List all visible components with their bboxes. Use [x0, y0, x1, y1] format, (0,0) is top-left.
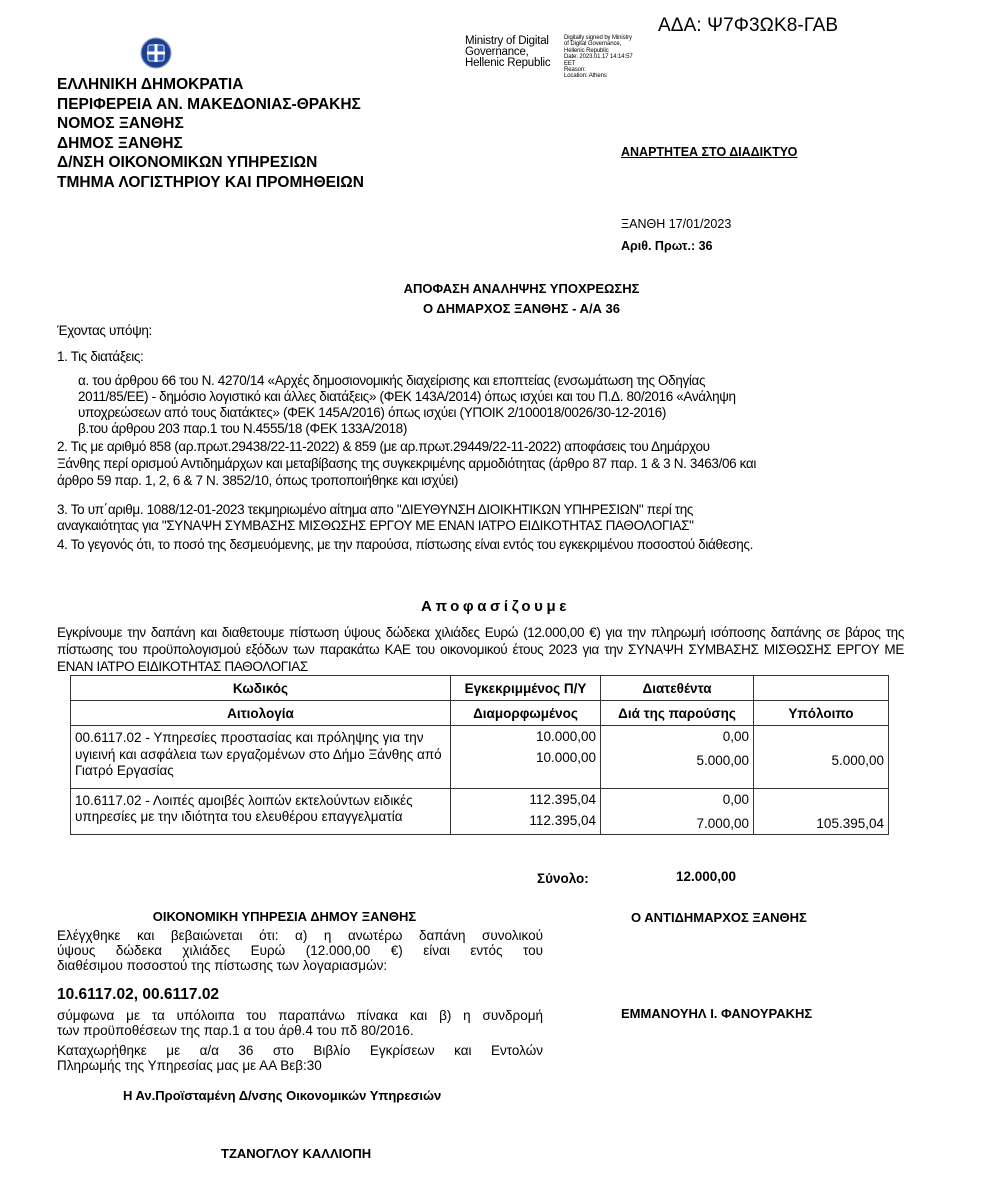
- account-code: 10.6117.02: [75, 792, 142, 808]
- signer-line: Governance,: [465, 46, 529, 58]
- preamble-item: 4. Το γεγονός ότι, το ποσό της δεσμευόμενης, με την παρούσα, πίστωσης είναι εντός του εγκεκριμένου ποσοστού διάθεσης.: [57, 537, 753, 552]
- current-value: 7.000,00: [696, 815, 749, 831]
- account-codes: 10.6117.02, 00.6117.02: [57, 986, 220, 1003]
- allocated-value: 0,00: [722, 791, 749, 807]
- org-line: ΔΗΜΟΣ ΞΑΝΘΗΣ: [57, 134, 183, 152]
- greek-coat-of-arms-icon: [140, 37, 172, 69]
- row-remaining: [754, 788, 889, 834]
- signer-line: Hellenic Republic: [465, 57, 551, 69]
- account-description: - Λοιπές αμοιβές λοιπών εκτελούντων ειδικές υπηρεσίες με την ιδιότητα του ελευθέρου επαγγελματία: [75, 792, 413, 824]
- table-row: [71, 788, 889, 834]
- row-remaining: [754, 726, 889, 789]
- certification-line: Ελέγχθηκε και βεβαιώνεται ότι: α) η ανωτέρω δαπάνη συνολικού: [57, 928, 543, 943]
- header-description: Αιτιολογία: [71, 701, 451, 726]
- registration-line: Καταχωρήθηκε με α/α 36 στο Βιβλίο Εγκρίσεων και Εντολών: [57, 1043, 543, 1058]
- deputy-mayor-title: Ο ΑΝΤΙΔΗΜΑΡΧΟΣ ΞΑΝΘΗΣ: [631, 910, 807, 925]
- org-line: Δ/ΝΣΗ ΟΙΚΟΝΟΜΙΚΩΝ ΥΠΗΡΕΣΙΩΝ: [57, 154, 318, 172]
- org-line: ΕΛΛΗΝΙΚΗ ΔΗΜΟΚΡΑΤΙΑ: [57, 76, 244, 93]
- protocol-number: Αριθ. Πρωτ.: 36: [621, 239, 713, 253]
- formed-value: 10.000,00: [535, 750, 596, 765]
- account-code: 00.6117.02: [75, 730, 142, 745]
- header-remaining: Υπόλοιπο: [754, 701, 889, 726]
- preamble-item: α. του άρθρου 66 του Ν. 4270/14 «Αρχές δημοσιονομικής διαχείρισης και εποπτείας (ενσωμάτωση της Οδηγίας: [78, 373, 706, 388]
- certification-line: σύμφωνα με τα υπόλοιπα του παραπάνω πίνακα και β) η συνδρομή: [57, 1008, 543, 1023]
- certification-line: διαθέσιμου ποσοστού της πίστωσης των λογαριασμών:: [57, 958, 388, 973]
- current-value: 5.000,00: [696, 753, 749, 768]
- deputy-mayor-name: ΕΜΜΑΝΟΥΗΛ Ι. ΦΑΝΟΥΡΑΚΗΣ: [621, 1006, 813, 1021]
- preamble-item: 2011/85/ΕΕ) - δημόσιο λογιστικό και άλλες διατάξεις» (ΦΕΚ 143Α/2014) όπως ισχύει και του Π.Δ. 80/2016 «Ανάληψη: [78, 389, 736, 404]
- signature-detail-line: EET: [564, 60, 576, 67]
- signature-signer: [465, 36, 550, 69]
- row-description: [71, 726, 451, 789]
- signature-detail-line: Location: Athens: [564, 73, 607, 80]
- finance-head-title: Η Αν.Προϊσταμένη Δ/νσης Οικονομικών Υπηρεσιών: [123, 1088, 442, 1103]
- preamble-intro: Έχοντας υπόψη:: [57, 323, 152, 338]
- signature-detail-line: Hellenic Republic: [564, 47, 609, 54]
- formed-value: 112.395,04: [529, 812, 596, 828]
- certification-line: ύψους δώδεκα χιλιάδες Ευρώ (12.000,00 €) είναι εντός του: [57, 943, 543, 958]
- issuing-authority: [57, 75, 364, 193]
- org-line: ΝΟΜΟΣ ΞΑΝΘΗΣ: [57, 115, 184, 133]
- document-subtitle: Ο ΔΗΜΑΡΧΟΣ ΞΑΝΘΗΣ - Α/Α 36: [422, 301, 621, 316]
- signature-detail-line: of Digital Governance,: [564, 41, 622, 48]
- signature-detail-line: Date: 2023.01.17 14:14:57: [564, 54, 633, 61]
- row-approved: [451, 788, 601, 834]
- preamble-item: άρθρο 59 παρ. 1, 2, 6 & 7 Ν. 3852/10, όπως τροποποιήθηκε και ισχύει): [57, 473, 458, 488]
- header-formed: Διαμορφωμένος: [451, 701, 601, 726]
- preamble-item: αναγκαιότητας για "ΣΥΝΑΨΗ ΣΥΜΒΑΣΗΣ ΜΙΣΘΩΣΗΣ ΕΡΓΟΥ ΜΕ ΕΝΑΝ ΙΑΤΡΟ ΕΙΔΙΚΟΤΗΤΑΣ ΠΑΘΟΛΟΓΙΑΣ": [57, 518, 694, 533]
- signature-detail-line: Reason:: [564, 67, 586, 74]
- finance-head-name: ΤΖΑΝΟΓΛΟΥ ΚΑΛΛΙΟΠΗ: [221, 1146, 372, 1161]
- place-date: ΞΑΝΘΗ 17/01/2023: [621, 217, 732, 231]
- budget-table: [70, 675, 889, 835]
- approved-value: 10.000,00: [535, 729, 596, 744]
- decision-text: Εγκρίνουμε την δαπάνη και διαθετουμε πίστωση ύψους δώδεκα χιλιάδες Ευρώ (12.000,00 €) για την πληρωμή ισόποσης δαπάνης σε βάρος της πίστωσης του προϋπολογισμού εξόδων των παρακάτω ΚΑΕ του οικονομικού έτους 2023 για την ΣΥΝΑΨΗ ΣΥΜΒΑΣΗΣ ΜΙΣΘΩΣΗΣ ΕΡΓΟΥ ΜΕ ΕΝΑΝ ΙΑΤΡΟ ΕΙΔΙΚΟΤΗΤΑΣ ΠΑΘΟΛΟΓΙΑΣ: [57, 625, 904, 674]
- preamble-item: 2. Τις με αριθμό 858 (αρ.πρωτ.29438/22-11-2022) & 859 (με αρ.πρωτ.29449/22-11-2022) αποφάσεις του Δημάρχου: [57, 439, 710, 454]
- total-label: Σύνολο:: [537, 871, 589, 886]
- account-description: - Υπηρεσίες προστασίας και πρόληψης για την υγιεινή και ασφάλεια των εργαζομένων στο Δήμο Ξάνθης από Γιατρό Εργασίας: [75, 730, 442, 778]
- preamble-item: Ξάνθης περί ορισμού Αντιδημάρχων και μεταβίβασης της συγκεκριμένης αρμοδιότητας (άρθρο 87 παρ. 1 & 3 Ν. 3463/06 και: [57, 456, 756, 471]
- org-line: ΠΕΡΙΦΕΡΕΙΑ ΑΝ. ΜΑΚΕΔΟΝΙΑΣ-ΘΡΑΚΗΣ: [57, 95, 361, 113]
- row-allocated: [601, 788, 754, 834]
- row-approved: [451, 726, 601, 789]
- header-allocated: Διατεθέντα: [601, 676, 754, 701]
- registration-line: Πληρωμής της Υπηρεσίας μας με ΑΑ Βεβ:30: [57, 1058, 322, 1073]
- table-header-row: [71, 701, 889, 726]
- header-code: Κωδικός: [71, 676, 451, 701]
- signer-line: Ministry of Digital: [465, 35, 549, 47]
- approved-value: 112.395,04: [529, 791, 596, 807]
- total-value: 12.000,00: [676, 869, 737, 884]
- row-allocated: [601, 726, 754, 789]
- preamble-item: υποχρεώσεων από τους διατάκτες» (ΦΕΚ 145Α/2016) όπως ισχύει (ΥΠΟΙΚ 2/100018/0026/30-12-2016): [78, 405, 667, 420]
- preamble-item: 1. Τις διατάξεις:: [57, 349, 144, 364]
- remaining-value: 105.395,04: [816, 815, 884, 831]
- ada-code: ΑΔΑ: Ψ7Φ3ΩΚ8-ΓΑΒ: [658, 15, 839, 36]
- table-header-row: [71, 676, 889, 701]
- preamble-item: 3. Το υπ΄αριθμ. 1088/12-01-2023 τεκμηριωμένο αίτημα απο "ΔΙΕΥΘΥΝΣΗ ΔΙΟΙΚΗΤΙΚΩΝ ΥΠΗΡΕΣΙΩΝ" περί της: [57, 502, 694, 517]
- publish-notice: ΑΝΑΡΤΗΤΕΑ ΣΤΟ ΔΙΑΔΙΚΤΥΟ: [621, 145, 798, 159]
- org-line: ΤΜΗΜΑ ΛΟΓΙΣΤΗΡΙΟΥ ΚΑΙ ΠΡΟΜΗΘΕΙΩΝ: [57, 173, 364, 191]
- table-row: [71, 726, 889, 789]
- financial-service-title: ΟΙΚΟΝΟΜΙΚΗ ΥΠΗΡΕΣΙΑ ΔΗΜΟΥ ΞΑΝΘΗΣ: [152, 909, 417, 924]
- header-empty: [754, 676, 889, 701]
- decision-heading: Αποφασίζουμε: [421, 598, 570, 615]
- signature-detail-line: Digitally signed by Ministry: [564, 35, 632, 41]
- row-description: [71, 788, 451, 834]
- header-approved-budget: Εγκεκριμμένος Π/Υ: [451, 676, 601, 701]
- signature-details: [564, 35, 633, 80]
- remaining-value: 5.000,00: [831, 753, 884, 768]
- allocated-value: 0,00: [722, 729, 749, 744]
- preamble-item: β.του άρθρου 203 παρ.1 του Ν.4555/18 (ΦΕΚ 133Α/2018): [78, 421, 407, 436]
- document-title: ΑΠΟΦΑΣΗ ΑΝΑΛΗΨΗΣ ΥΠΟΧΡΕΩΣΗΣ: [403, 281, 640, 296]
- certification-line: των προϋποθέσεων της παρ.1 α του άρθ.4 του πδ 80/2016.: [57, 1023, 414, 1038]
- header-current: Διά της παρούσης: [601, 701, 754, 726]
